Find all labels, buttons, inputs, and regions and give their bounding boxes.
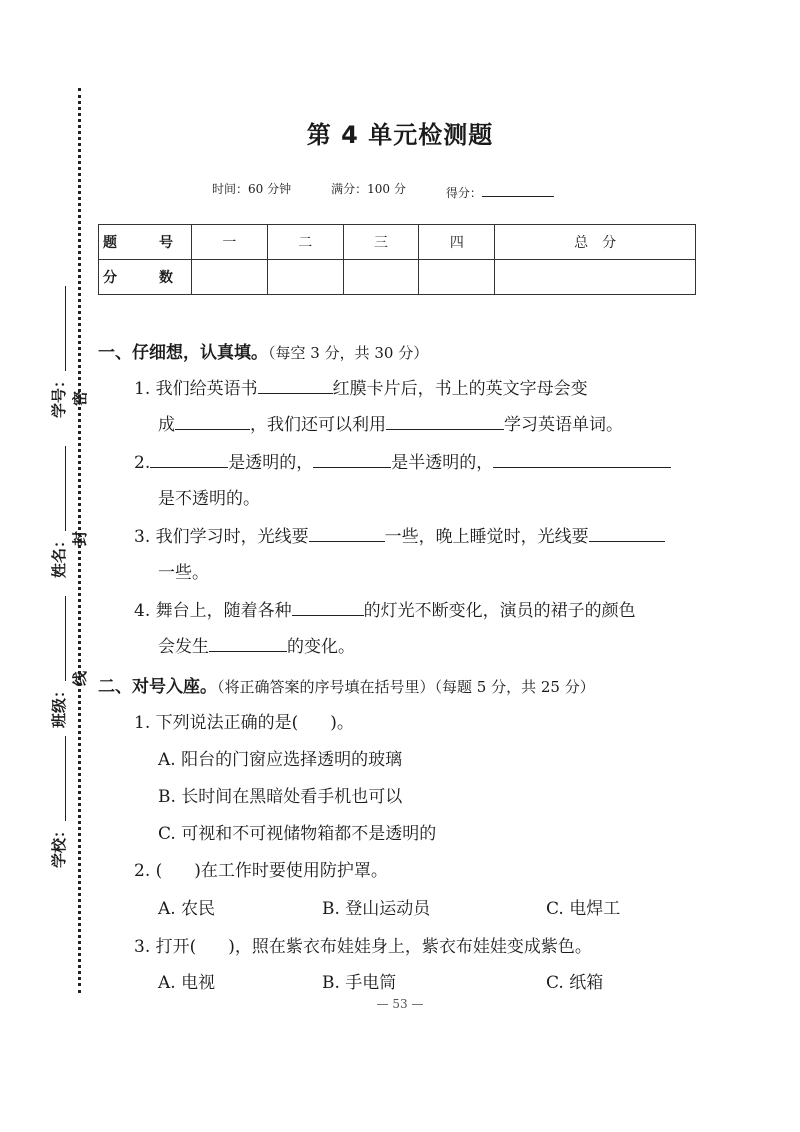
answer-blank[interactable] xyxy=(175,413,250,430)
score-input-cell[interactable] xyxy=(343,260,419,295)
answer-blank[interactable] xyxy=(150,451,228,468)
student-id-blank[interactable] xyxy=(51,286,66,371)
question-2-1: 1. 下列说法正确的是( )。 xyxy=(134,713,354,733)
score-table-cell: 二 xyxy=(267,225,343,260)
binding-mark-seal: 密 xyxy=(71,390,90,407)
question-1-3: 3. 我们学习时，光线要 一些，晚上睡觉时，光线要 xyxy=(134,522,665,547)
score-table-cell: 一 xyxy=(192,225,268,260)
question-1-4-cont: 会发生 的变化。 xyxy=(158,637,355,657)
school-field: 学校： xyxy=(48,736,69,868)
answer-blank[interactable] xyxy=(589,525,665,542)
option[interactable]: C. 电焊工 xyxy=(546,899,621,919)
question-1-4: 4. 舞台上，随着各种 的灯光不断变化，演员的裙子的颜色 xyxy=(134,601,636,621)
name-field: 姓名： xyxy=(48,446,69,578)
page-title: 第 4 单元检测题 xyxy=(306,121,494,149)
option[interactable]: A. 阳台的门窗应选择透明的玻璃 xyxy=(158,750,403,770)
answer-blank[interactable] xyxy=(258,377,333,394)
time-limit: 时间：60 分钟 xyxy=(212,182,292,196)
score-table-header-row xyxy=(99,225,696,260)
score-blank[interactable] xyxy=(482,180,554,197)
section-2-heading: 二、对号入座。（将正确答案的序号填在括号里）（每题 5 分，共 25 分） xyxy=(98,677,595,697)
score-input-cell[interactable] xyxy=(192,260,268,295)
score-field: 得分： xyxy=(446,180,554,201)
question-2-3: 3. 打开( )，照在紫衣布娃娃身上，紫衣布娃娃变成紫色。 xyxy=(134,937,592,957)
answer-blank[interactable] xyxy=(292,599,364,616)
class-field: 班级： xyxy=(48,596,69,728)
full-score: 满分：100 分 xyxy=(331,182,406,196)
exam-meta xyxy=(212,180,554,201)
question-1-1: 1. 我们给英语书 红膜卡片后，书上的英文字母会变 xyxy=(134,379,588,399)
option[interactable]: C. 可视和不可视储物箱都不是透明的 xyxy=(158,824,437,844)
score-table-cell: 总 分 xyxy=(495,225,696,260)
score-table xyxy=(98,224,696,295)
answer-blank[interactable] xyxy=(309,525,385,542)
option[interactable]: B. 登山运动员 xyxy=(322,899,431,919)
score-table-cell: 四 xyxy=(419,225,495,260)
score-input-cell[interactable] xyxy=(419,260,495,295)
score-input-cell[interactable] xyxy=(267,260,343,295)
option[interactable]: A. 农民 xyxy=(158,899,216,919)
answer-blank[interactable] xyxy=(209,635,287,652)
option[interactable]: A. 电视 xyxy=(158,973,216,993)
student-id-field: 学号： xyxy=(48,286,69,418)
page-number: — 53 — xyxy=(376,997,424,1011)
option[interactable]: B. 长时间在黑暗处看手机也可以 xyxy=(158,787,403,807)
class-blank[interactable] xyxy=(51,596,66,681)
question-1-1-cont: 成 ，我们还可以利用 学习英语单词。 xyxy=(158,415,623,435)
binding-mark-cover: 封 xyxy=(71,530,90,547)
question-1-2: 2. 是透明的， 是半透明的， xyxy=(134,448,671,473)
score-table-score-row xyxy=(99,260,696,295)
section-1-heading: 一、仔细想，认真填。（每空 3 分，共 30 分） xyxy=(98,343,429,363)
score-table-cell: 三 xyxy=(343,225,419,260)
answer-blank[interactable] xyxy=(386,413,504,430)
score-table-cell: 分 数 xyxy=(99,260,192,295)
name-blank[interactable] xyxy=(51,446,66,531)
question-2-2: 2. ( )在工作时要使用防护罩。 xyxy=(134,861,388,881)
binding-mark-line: 线 xyxy=(71,670,90,687)
question-1-2-cont: 是不透明的。 xyxy=(158,489,260,509)
answer-blank[interactable] xyxy=(493,451,671,468)
score-input-cell[interactable] xyxy=(495,260,696,295)
question-1-3-cont: 一些。 xyxy=(158,563,209,583)
option[interactable]: C. 纸箱 xyxy=(546,973,604,993)
answer-blank[interactable] xyxy=(313,451,391,468)
school-blank[interactable] xyxy=(51,736,66,821)
score-table-cell: 题 号 xyxy=(99,225,192,260)
option[interactable]: B. 手电筒 xyxy=(322,973,397,993)
